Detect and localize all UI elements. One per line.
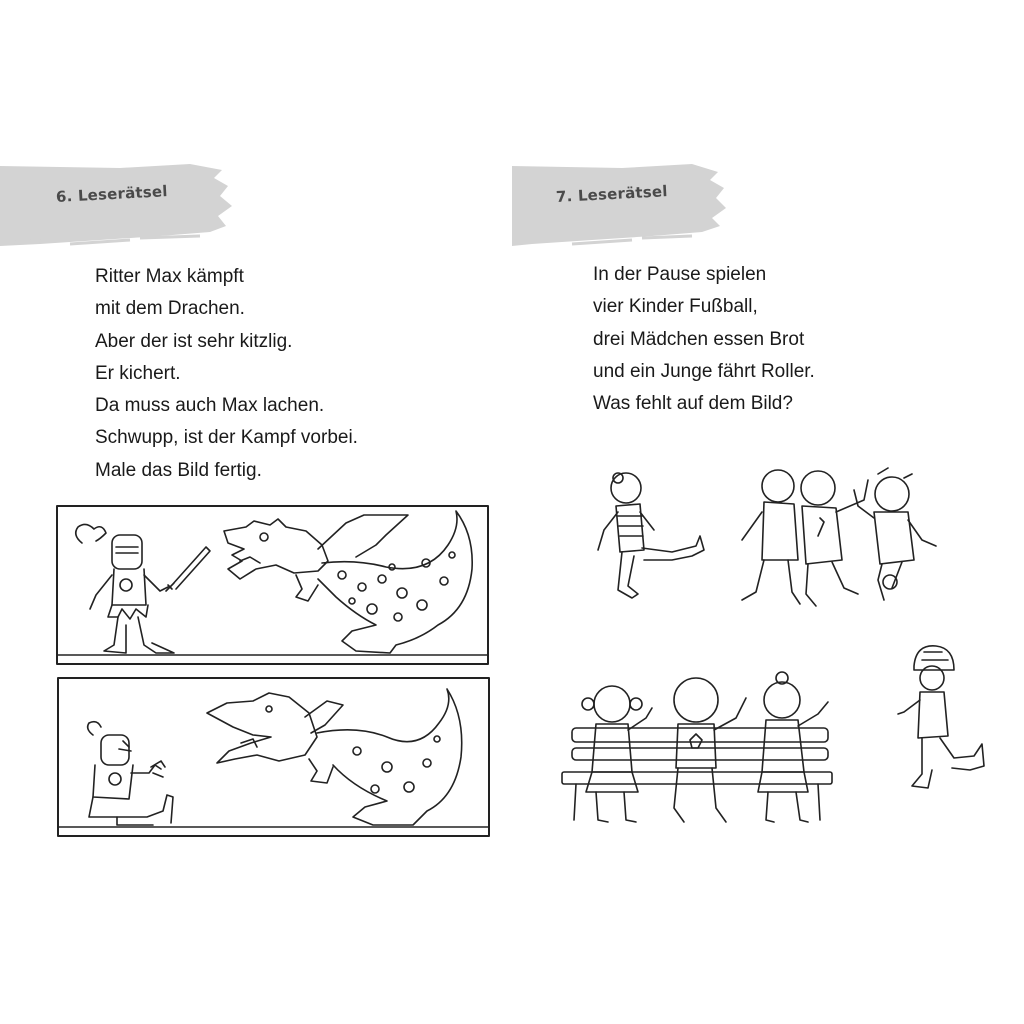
riddle-7-text [593, 259, 815, 420]
riddle-7-banner [512, 160, 742, 252]
text-line: und ein Junge fährt Roller. [593, 360, 815, 382]
soccer-boys-figures [742, 468, 936, 606]
laughing-dragon-figure [207, 689, 462, 825]
riddle-7-title: 7. Leserätsel [555, 182, 669, 206]
boy-with-helmet-illustration [892, 640, 992, 804]
text-line: Male das Bild fertig. [95, 459, 262, 481]
text-line: Ritter Max kämpft [95, 266, 244, 287]
riddle-6-banner [0, 160, 240, 252]
girl-with-pigtails-figure [582, 686, 652, 822]
text-line: Schwupp, ist der Kampf vorbei. [95, 427, 358, 449]
text-line: Aber der ist sehr kitzlig. [95, 330, 293, 352]
girls-on-bench-illustration [556, 668, 836, 834]
text-line: Was fehlt auf dem Bild? [593, 393, 793, 415]
brush-stroke-background [0, 160, 240, 252]
sword [166, 547, 210, 591]
dragon-figure [224, 511, 472, 653]
brush-stroke-background [512, 160, 742, 252]
right-page [512, 0, 1024, 1024]
text-line: drei Mädchen essen Brot [593, 328, 805, 350]
soccer-kids-illustration [592, 460, 972, 624]
knight-figure [76, 524, 174, 653]
riddle-6-text [95, 261, 358, 487]
laughing-knight-dragon-illustration [57, 677, 491, 839]
kicking-girl-figure [598, 473, 704, 598]
riddle-6-title: 6. Leserätsel [55, 182, 169, 206]
knight-dragon-fight-illustration [56, 505, 490, 667]
text-line: Da muss auch Max lachen. [95, 395, 325, 417]
girl-with-bun-figure [758, 672, 828, 822]
text-line: In der Pause spielen [593, 264, 767, 285]
text-line: vier Kinder Fußball, [593, 296, 758, 318]
text-line: Er kichert. [95, 362, 181, 384]
park-bench [562, 728, 832, 820]
text-line: mit dem Drachen. [95, 298, 245, 320]
sitting-knight-figure [88, 722, 173, 825]
girl-with-curly-hair-figure [674, 678, 746, 822]
